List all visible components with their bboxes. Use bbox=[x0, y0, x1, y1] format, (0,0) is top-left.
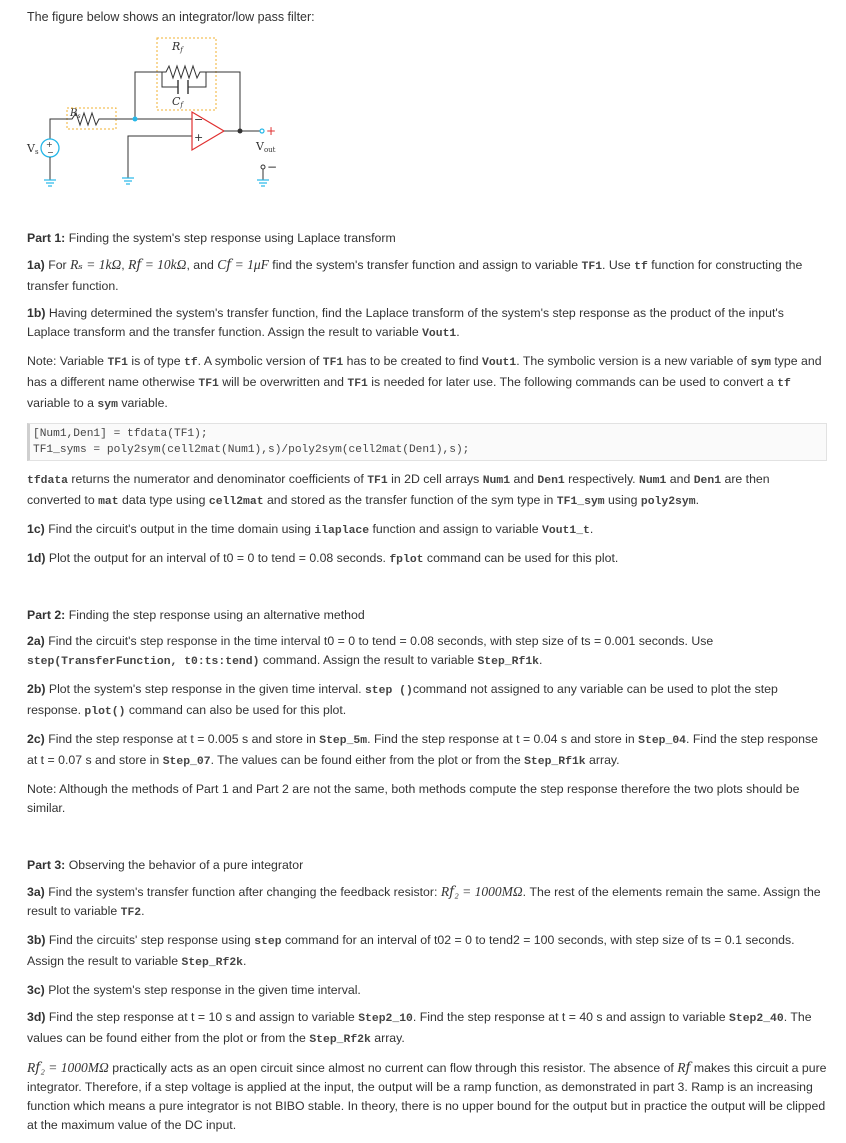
integrator-circuit-diagram bbox=[26, 30, 286, 195]
part3-question-3b: 3b) Find the circuits' step response using step command for an interval of t02 = 0 to tend2 = 100 seconds, with step size of ts = 0.1 seconds. Assign the result to variable Step_Rf2k. bbox=[27, 933, 795, 969]
rs-resistor bbox=[50, 113, 135, 147]
vout-plus-sign: + bbox=[266, 124, 277, 138]
rf-dashed-box bbox=[157, 38, 216, 110]
part1-question-1b: 1b) Having determined the system's transfer function, find the Laplace transform of the system's step response as the product of the input's Laplace transform and the transfer function. Assign the result to variable Vout1. bbox=[27, 306, 784, 340]
feedback-outer-right bbox=[211, 72, 240, 130]
noninverting-input-wire bbox=[128, 136, 192, 178]
op-amp-plus: + bbox=[194, 131, 204, 144]
rf-label: Rf bbox=[172, 40, 183, 54]
code-block bbox=[27, 423, 827, 461]
rs-label: $R_s$ bbox=[70, 108, 81, 120]
intro-text: The figure below shows an integrator/low pass filter: bbox=[27, 10, 315, 24]
part1-question-1c: 1c) Find the circuit's output in the time domain using ilaplace function and assign to variable Vout1_t. bbox=[27, 522, 594, 537]
rf-resistor bbox=[158, 66, 211, 78]
part1-heading: Part 1: Finding the system's step response using Laplace transform bbox=[27, 231, 396, 245]
ground-source bbox=[44, 180, 56, 186]
part1-note: Note: Variable TF1 is of type tf. A symbolic version of TF1 has to be created to find Vout1. The symbolic version is a new variable of sym type and has a different name otherwise TF1 will be overwritten and TF1 is needed for later use. The following commands can be used to convert a tf variable to a sym variable. bbox=[27, 354, 822, 411]
part2-note: Note: Although the methods of Part 1 and Part 2 are not the same, both methods compute the step response therefore the two plots should be similar. bbox=[27, 782, 800, 815]
svg-text:+: + bbox=[46, 140, 53, 149]
part3-conclusion: R𝑓₂ = 1000MΩ practically acts as an open circuit since almost no current can flow through this resistor. The absence of R𝑓 makes this circuit a pure integrator. Therefore, if a step voltage is applied at the input, the output will be a ramp function, as demonstrated in part 3. Ramp is an increasing function which means a pure integrator is not BIBO stable. In theory, there is no upper bound for the output but in practice the output will be clipped at the maximum value of the DC input. bbox=[27, 1060, 827, 1132]
vout-plus-terminal bbox=[260, 129, 264, 133]
vs-label: Vs bbox=[27, 142, 39, 156]
code-line: TF1_syms = poly2sym(cell2mat(Num1),s)/poly2sym(cell2mat(Den1),s); bbox=[33, 444, 470, 456]
code-line: [Num1,Den1] = tfdata(TF1); bbox=[33, 428, 208, 440]
ground-opamp bbox=[122, 178, 134, 184]
feedback-outer-wire bbox=[135, 72, 158, 119]
part2-heading: Part 2: Finding the step response using an alternative method bbox=[27, 608, 365, 622]
vout-minus-sign: − bbox=[267, 160, 278, 174]
part1-question-1a: 1a) For Rₛ = 1kΩ, R𝑓 = 10kΩ, and C𝑓 = 1μF find the system's transfer function and assign to variable TF1. Use tf function for constructing the transfer function. bbox=[27, 257, 803, 293]
cf-label: Cf bbox=[172, 95, 184, 109]
part3-question-3d: 3d) Find the step response at t = 10 s and assign to variable Step2_10. Find the step response at t = 40 s and assign to variable Step2_40. The values can be found either from the plot or from the Step_Rf2k array. bbox=[27, 1010, 812, 1046]
part2-question-2b: 2b) Plot the system's step response in the given time interval. step ()command not assigned to any variable can be used to plot the step response. plot() command can also be used for this plot. bbox=[27, 682, 778, 718]
output-node bbox=[238, 129, 243, 134]
vout-minus-terminal bbox=[261, 165, 265, 169]
part1-tfdata-explanation: tfdata returns the numerator and denominator coefficients of TF1 in 2D cell arrays Num1 and Den1 respectively. Num1 and Den1 are then converted to mat data type using cell2mat and stored as the transfer function of the sym type in TF1_sym using poly2sym. bbox=[27, 472, 770, 508]
part2-question-2a: 2a) Find the circuit's step response in the time interval t0 = 0 to tend = 0.08 seconds, with step size of ts = 0.001 seconds. Use step(TransferFunction, t0:ts:tend) command. Assign the result to variable Step_Rf1k. bbox=[27, 634, 714, 668]
part2-question-2c: 2c) Find the step response at t = 0.005 s and store in Step_5m. Find the step response at t = 0.04 s and store in Step_04. Find the step response at t = 0.07 s and store in Step_07. The values can be found either from the plot or from the Step_Rf1k array. bbox=[27, 732, 818, 768]
vout-label: Vout bbox=[256, 140, 276, 154]
assignment-content bbox=[27, 229, 827, 1143]
part3-question-3a: 3a) Find the system's transfer function after changing the feedback resistor: R𝑓₂ = 1000MΩ. The rest of the elements remain the same. Assign the result to variable TF2. bbox=[27, 884, 821, 919]
part3-heading: Part 3: Observing the behavior of a pure integrator bbox=[27, 858, 304, 872]
inverting-node bbox=[133, 117, 138, 122]
ground-output bbox=[257, 180, 269, 186]
part1-question-1d: 1d) Plot the output for an interval of t0 = 0 to tend = 0.08 seconds. fplot command can be used for this plot. bbox=[27, 551, 619, 566]
op-amp-minus: − bbox=[194, 113, 204, 126]
part3-question-3c: 3c) Plot the system's step response in the given time interval. bbox=[27, 983, 361, 997]
svg-text:−: − bbox=[47, 148, 54, 157]
